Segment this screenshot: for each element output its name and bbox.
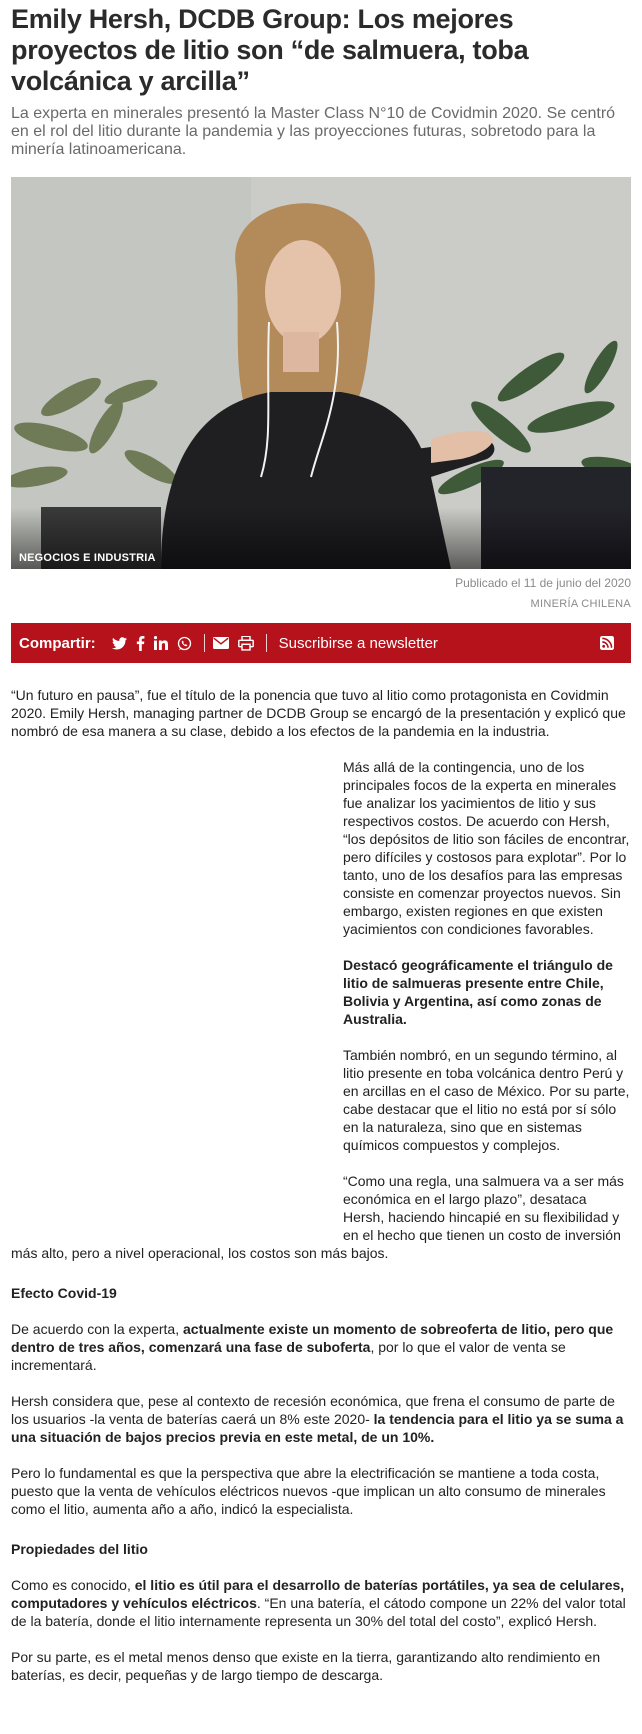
paragraph bbox=[11, 1392, 631, 1446]
print-icon[interactable] bbox=[238, 636, 254, 651]
source-label: MINERÍA CHILENA bbox=[530, 598, 631, 610]
share-label: Compartir: bbox=[19, 634, 96, 652]
embed-placeholder bbox=[11, 758, 343, 1236]
bold-text: Destacó geográficamente el triángulo de litio de salmueras presente entre Chile, Bolivia y Argentina, así como zonas de Australia. bbox=[343, 957, 613, 1027]
article bbox=[0, 2, 642, 1684]
facebook-icon[interactable] bbox=[136, 636, 145, 651]
rss-icon[interactable] bbox=[600, 636, 614, 650]
bold-text: actualmente existe un momento de sobreoferta de litio, pero que dentro de tres años, comenzará una fase de suboferta bbox=[11, 1321, 614, 1355]
hero-image bbox=[11, 177, 631, 569]
text: Hersh considera que, pese al contexto de recesión económica, que frena el consumo de parte de los usuarios -la venta de baterías caerá un 8% este 2020- bbox=[11, 1393, 615, 1427]
share-bar bbox=[11, 623, 631, 663]
paragraph bbox=[11, 1320, 631, 1374]
text: De acuerdo con la experta, bbox=[11, 1321, 183, 1337]
paragraph: Más allá de la contingencia, uno de los principales focos de la experta en minerales fue analizar los yacimientos de litio y sus respectivos costos. De acuerdo con Hersh, “los depósitos de litio son fáciles de encontrar, pero difíciles y costosos para explotar”. Por lo tanto, uno de los desafíos para las empresas consiste en comenzar proyectos nuevos. Sin embargo, existen regiones en que existen yacimientos con condiciones favorables. bbox=[343, 759, 630, 937]
category-label[interactable]: NEGOCIOS E INDUSTRIA bbox=[19, 552, 156, 564]
share-divider bbox=[266, 634, 267, 652]
email-icon[interactable] bbox=[213, 637, 229, 649]
section-heading-covid: Efecto Covid-19 bbox=[11, 1285, 117, 1301]
section-heading-properties: Propiedades del litio bbox=[11, 1541, 148, 1557]
paragraph: Por su parte, es el metal menos denso que existe en la tierra, garantizando alto rendimiento en baterías, es decir, pequeñas y de largo tiempo de descarga. bbox=[11, 1649, 601, 1683]
article-body bbox=[11, 686, 631, 1684]
paragraph bbox=[11, 1576, 631, 1630]
bold-text: el litio es útil para el desarrollo de baterías portátiles, ya sea de celulares, computadores y vehículos eléctricos bbox=[11, 1577, 625, 1611]
article-title: Emily Hersh, DCDB Group: Los mejores proyectos de litio son “de salmuera, toba volcánica y arcilla” bbox=[11, 4, 529, 96]
paragraph: Pero lo fundamental es que la perspectiva que abre la electrificación se mantiene a toda costa, puesto que la venta de vehículos eléctricos nuevos -que implican un alto consumo de minerales como el litio, aumenta año a año, indicó la especialista. bbox=[11, 1465, 606, 1517]
linkedin-icon[interactable] bbox=[154, 636, 168, 650]
text: , por lo que el valor de venta se incrementará. bbox=[11, 1339, 566, 1373]
paragraph: “Un futuro en pausa”, fue el título de la ponencia que tuvo al litio como protagonista en Covidmin 2020. Emily Hersh, managing partner de DCDB Group se encargó de la presentación y explicó que nombró de esa manera a su clase, debido a los efectos de la pandemia en la industria. bbox=[11, 687, 626, 739]
newsletter-link[interactable]: Suscribirse a newsletter bbox=[278, 634, 438, 652]
text: Como es conocido, bbox=[11, 1577, 135, 1593]
paragraph: También nombró, en un segundo término, al litio presente en toba volcánica dentro Perú y en arcillas en el caso de México. Por su parte, cabe destacar que el litio no está por sí sólo en la naturaleza, sino que en sistemas químicos compuestos y complejos. bbox=[343, 1047, 630, 1153]
hero-photo bbox=[11, 177, 631, 569]
paragraph: “Como una regla, una salmuera va a ser más económica en el largo plazo”, desataca Hersh, haciendo hincapié en su flexibilidad y en el hecho que tienen un costo de inversión más alto, pero a nivel operacional, los costos son más bajos. bbox=[11, 1173, 624, 1261]
wrapped-section bbox=[11, 758, 631, 1262]
publish-date: Publicado el 11 de junio del 2020 bbox=[455, 576, 631, 590]
text: . “En una batería, el cátodo compone un 22% del valor total de la batería, donde el litio internamente representa un 30% del total del costo”, explicó Hersh. bbox=[11, 1595, 626, 1629]
twitter-icon[interactable] bbox=[112, 637, 127, 650]
article-lead: La experta en minerales presentó la Master Class N°10 de Covidmin 2020. Se centró en el rol del litio durante la pandemia y las proyecciones futuras, sobretodo para la minería latinoamericana. bbox=[11, 105, 616, 158]
share-divider bbox=[204, 634, 205, 652]
whatsapp-icon[interactable] bbox=[177, 636, 192, 651]
bold-text: la tendencia para el litio ya se suma a una situación de bajos precios previa en este metal, de un 10%. bbox=[11, 1411, 624, 1445]
